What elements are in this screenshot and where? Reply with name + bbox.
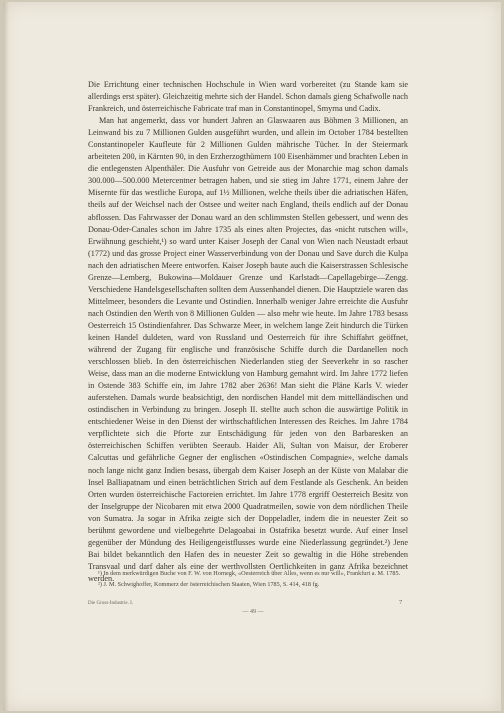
footnotes [88,569,408,590]
signature-mark: Die Gross-Industrie. I. [88,601,133,606]
page-binding-shadow [3,2,9,711]
paragraph-2: Man hat angemerkt, dass vor hundert Jahren an Glaswaaren aus Böhmen 3 Millionen, an Leinwand bis zu 7 Millionen Gulden ausgeführt wurden, und allein im October 1784 bestellten Constantinopeler Kaufleute für 2 Millionen Gulden mährische Tücher. In der Steiermark arbeiteten 200, in Kärnten 90, in den Erzherzogthümern 100 Eisenhämmer und brachten Leben in die entlegensten Alpenthäler. Die Ausfuhr von Getreide aus der Monarchie mag schon damals 300.000—500.000 Metercentner betragen haben, und sie stieg im Jahre 1771, einem Jahre der Misernte für das westliche Europa, auf 1½ Millionen, welche theils über die adriatischen Häfen, theils auf der Weichsel nach der Ostsee und weiter nach England, theils endlich auf der Donau abflossen. Das Fahrwasser der Donau ward an den schlimmsten Stellen gebessert, und wenn des Donau-Oder-Canales schon im Jahre 1735 als eines alten Projectes, das «nicht rutschen will», Erwähnung geschieht,¹) so ward unter Kaiser Joseph der Canal von Wien nach Neustadt erbaut (1772) und das grosse Project einer Wasserverbindung von der Donau und Save durch die Kulpa nach den adriatischen Meere entworfen. Kaiser Joseph baute auch die Kaiserstrassen Schlesische Grenze—Lemberg, Bukowina—Moldauer Grenze und Karlstadt—Capellagebirge—Zengg. Verschiedene Handelsgesellschaften sollten dem Aussenhandel dienen. Die Hauptziele waren das Mittelmeer, besonders die Levante und Ostindien. Innerhalb weniger Jahre erreichte die Ausfuhr nach Ostindien den Werth von 8 Millionen Gulden — also mehr wie heute. Im Jahre 1783 besass Oesterreich 15 Ostindienfahrer. Das Schwarze Meer, in welchem lange Zeit hindurch die Türken keinen Handel duldeten, ward von Russland und Oesterreich für ihre Schiffahrt geöffnet, während der Zugang für englische und französische Schiffe durch die Dardanellen noch verschlossen blieb. In den österreichischen Niederlanden stieg der Seeverkehr in so rascher Weise, dass man an die moderne Entwicklung von Hamburg gemahnt wird. Im Jahre 1772 liefen in Ostende 383 Schiffe ein, im Jahre 1782 aber 2636! Man sieht die Pläne Karls V. wieder auferstehen. Damals wurde beabsichtigt, den nordischen Handel mit dem mittelländischen und ostindischen in Verbindung zu bringen. Joseph II. stellte auch schon die auswärtige Politik in entschiedener Weise in den Dienst der wirthschaftlichen Interessen des Reiches. Im Jahre 1784 verpflichtete sich die Pforte zur Entschädigung für jeden von den Barbaresken an österreichischen Schiffen verübten Seeraub. Haider Ali, Sultan von Maisur, der Eroberer Calcuttas und gefährliche Gegner der englischen «Ostindischen Compagnie», welche damals noch lange nicht ganz Indien besass, übergab dem Kaiser Joseph an der Küste von Malabar die Insel Balliapatnam und einen beträchtlichen Strich auf dem Festlande als Geschenk. An beiden Orten wurden österreichische Factoreien errichtet. Im Jahre 1778 ergriff Oesterreich Besitz von der Inselgruppe der Nicobaren mit etwa 2000 Quadratmeilen, sowie von dem nördlichen Theile von Sumatra. Ja sogar in Afrika zeigte sich der Doppeladler, indem die in neuester Zeit so berühmt gewordene und vielbegehrte Delagoabai in Ostafrika besetzt wurde. Auf einer Insel gegenüber der Mündung des Heiligengeistflusses wurde eine Niederlassung gegründet.²) Jene Bai bildet bekanntlich den Hafen des in neuester Zeit so gewaltig in die Höhe strebenden Transvaal und darf daher als eine der werthvollsten Oertlichkeiten in ganz Afrika bezeichnet werden. [88,116,408,583]
document-page [3,2,501,711]
footnote-2: ²) J. M. Schwighoffer, Kommerz der österreichischen Staaten, Wien 1785, S. 414, 418 fg. [98,580,320,588]
paragraph-1: Die Errichtung einer technischen Hochschule in Wien ward vorbereitet (zu Stande kam sie allerdings erst später). Gleichzeitig mehrte sich der Handel. Schon damals gieng Schafwolle nach Frankreich, und österreichische Fabricate traf man in Constantinopel, Smyrna und Cadix. [88,80,408,114]
body-text [88,79,408,585]
footnote-1: ¹) In dem merkwürdigen Buche von F. W. von Hornegk, «Oesterreich über Alles, wenn es nur will», Frankfurt a. M. 1785. [98,570,401,577]
sheet-number: 7 [399,599,403,606]
page-number: — 49 — [242,609,264,615]
